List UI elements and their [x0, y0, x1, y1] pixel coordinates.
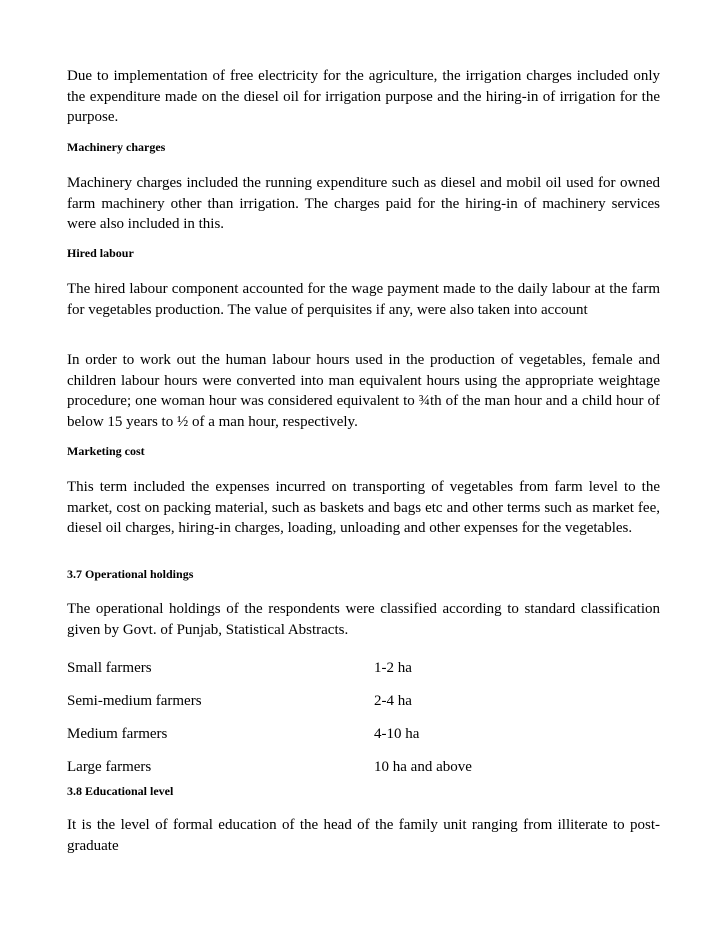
holding-category: Small farmers [67, 660, 152, 676]
holding-category: Semi-medium farmers [67, 693, 202, 709]
educational-heading: 3.8 Educational level [67, 784, 174, 798]
machinery-heading: Machinery charges [67, 140, 166, 154]
holding-size: 10 ha and above [374, 759, 472, 775]
hired-labour-paragraph: The hired labour component accounted for the wage payment made to the daily labour at the farm for vegetables production. The value of perquisites if any, were also taken into account [67, 281, 660, 318]
marketing-paragraph: This term included the expenses incurred on transporting of vegetables from farm level to the market, cost on packing material, such as baskets and bags etc and other terms such as market fee, diesel oil charges, hiring-in charges, loading, unloading and other expenses for the vegetables. [67, 479, 660, 536]
holding-size: 2-4 ha [374, 693, 412, 709]
human-labour-paragraph: In order to work out the human labour hours used in the production of vegetables, female and children labour hours were converted into man equivalent hours using the appropriate weightage procedure; one woman hour was considered equivalent to ¾th of the man hour and a child hour of below 15 years to ½ of a man hour, respectively. [67, 352, 660, 430]
educational-paragraph: It is the level of formal education of the head of the family unit ranging from illiterate to post-graduate [67, 817, 660, 854]
hired-labour-heading: Hired labour [67, 246, 134, 260]
operational-paragraph: The operational holdings of the respondents were classified according to standard classification given by Govt. of Punjab, Statistical Abstracts. [67, 601, 660, 638]
operational-heading: 3.7 Operational holdings [67, 567, 194, 581]
marketing-heading: Marketing cost [67, 444, 145, 458]
holding-category: Medium farmers [67, 726, 168, 742]
irrigation-paragraph: Due to implementation of free electricity for the agriculture, the irrigation charges included only the expenditure made on the diesel oil for irrigation purpose and the hiring-in of irrigation for the purpose. [67, 68, 660, 125]
holding-size: 4-10 ha [374, 726, 420, 742]
holding-category: Large farmers [67, 759, 152, 775]
machinery-paragraph: Machinery charges included the running expenditure such as diesel and mobil oil used for owned farm machinery other than irrigation. The charges paid for the hiring-in of machinery services were also included in this. [67, 175, 660, 232]
holding-size: 1-2 ha [374, 660, 412, 676]
